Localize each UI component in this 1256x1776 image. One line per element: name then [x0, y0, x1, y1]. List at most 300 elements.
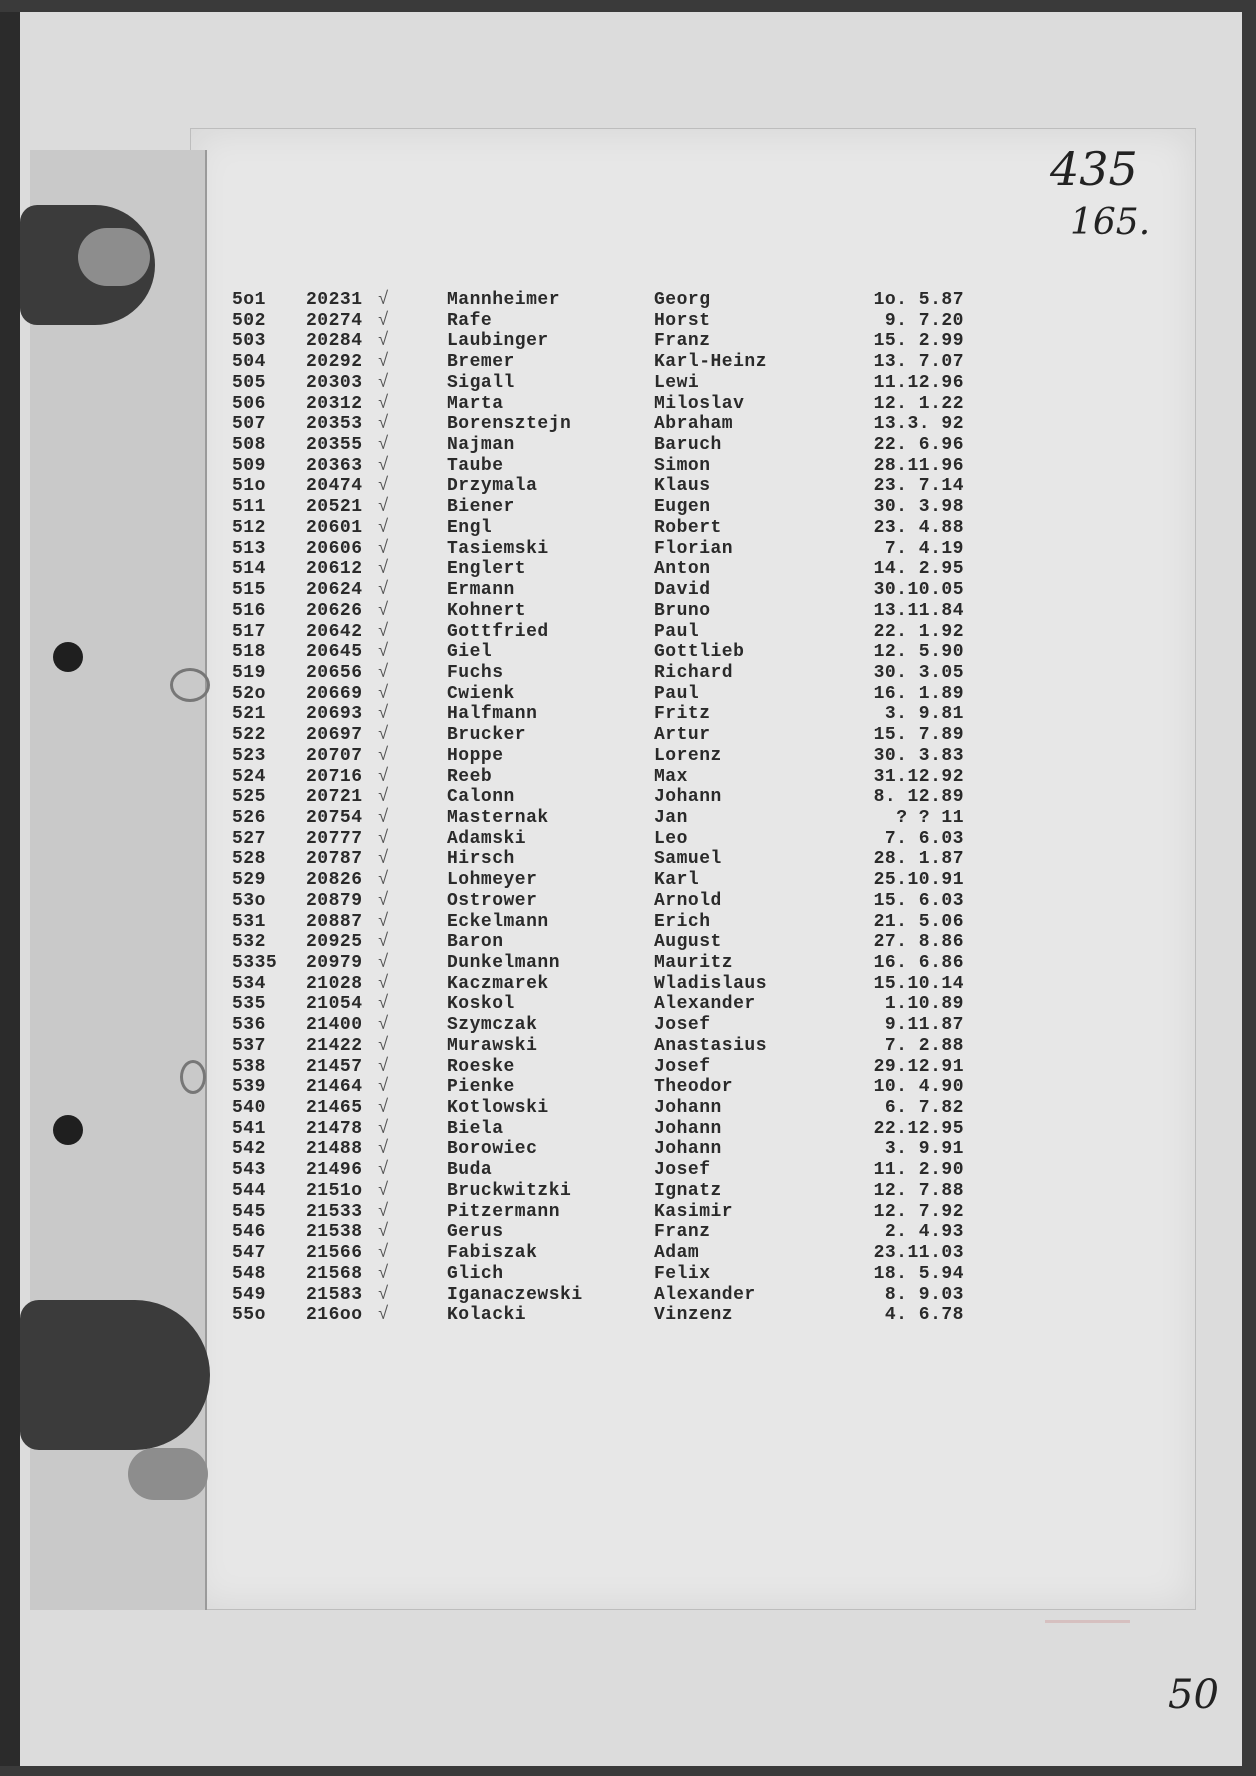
- row-number: 516: [232, 600, 266, 621]
- check-mark: √: [378, 372, 390, 393]
- first-name: Miloslav: [654, 393, 745, 414]
- check-mark: √: [378, 1035, 390, 1056]
- first-name: Horst: [654, 310, 711, 331]
- first-name: Paul: [654, 683, 700, 704]
- row-number: 51o: [232, 476, 266, 497]
- scan-border-bottom: [0, 1766, 1256, 1776]
- check-mark: √: [378, 1160, 390, 1181]
- surname: Hoppe: [447, 745, 504, 766]
- prisoner-number: 21400: [306, 1015, 363, 1036]
- first-name: Alexander: [654, 994, 756, 1015]
- check-mark: √: [378, 870, 390, 891]
- prisoner-number: 20474: [306, 476, 363, 497]
- surname: Dunkelmann: [447, 953, 561, 973]
- prisoner-number: 20787: [306, 849, 363, 870]
- binder-ring: [170, 668, 210, 702]
- prisoner-number: 21464: [306, 1077, 363, 1098]
- surname: Brucker: [447, 725, 527, 746]
- row-number: 528: [232, 849, 266, 870]
- first-name: Abraham: [654, 414, 734, 435]
- birth-date: 21. 5.06: [873, 911, 964, 932]
- prisoner-number: 20826: [306, 870, 363, 891]
- first-name: Alexander: [654, 1284, 756, 1305]
- first-name: Ignatz: [654, 1180, 722, 1201]
- surname: Masternak: [447, 807, 549, 828]
- row-number: 507: [232, 414, 266, 435]
- birth-date: 1.10.89: [884, 994, 964, 1015]
- check-mark: √: [378, 435, 390, 456]
- first-name: Robert: [654, 517, 722, 538]
- check-mark: √: [378, 1180, 390, 1201]
- first-name: Franz: [654, 331, 711, 352]
- check-mark: √: [378, 807, 390, 828]
- first-name: Bruno: [654, 600, 711, 621]
- check-mark: √: [378, 1015, 390, 1036]
- birth-date: 3. 9.91: [884, 1139, 964, 1160]
- surname: Biener: [447, 497, 515, 518]
- surname: Taube: [447, 455, 504, 476]
- surname: Hirsch: [447, 849, 515, 870]
- row-number: 506: [232, 393, 266, 414]
- birth-date: 7. 4.19: [884, 538, 964, 559]
- birth-date: 6. 7.82: [884, 1098, 964, 1119]
- prisoner-number: 20274: [306, 310, 363, 331]
- first-name: Lewi: [654, 372, 700, 393]
- check-mark: √: [378, 621, 390, 642]
- check-mark: √: [378, 1139, 390, 1160]
- birth-date: 12. 7.88: [873, 1180, 964, 1201]
- birth-date: 30. 3.98: [873, 497, 964, 518]
- check-mark: √: [378, 290, 390, 310]
- first-name: Baruch: [654, 435, 722, 456]
- first-name: Florian: [654, 538, 734, 559]
- row-number: 513: [232, 538, 266, 559]
- thumbnail-bottom: [128, 1448, 208, 1500]
- row-number: 514: [232, 559, 266, 580]
- prisoner-number: 20231: [306, 290, 363, 310]
- surname: Englert: [447, 559, 527, 580]
- row-number: 523: [232, 745, 266, 766]
- surname: Bremer: [447, 352, 515, 373]
- surname: Marta: [447, 393, 504, 414]
- check-mark: √: [378, 476, 390, 497]
- prisoner-number: 20656: [306, 662, 363, 683]
- birth-date: 9.11.87: [884, 1015, 964, 1036]
- row-number: 5o1: [232, 290, 266, 310]
- check-mark: √: [378, 662, 390, 683]
- check-mark: √: [378, 455, 390, 476]
- row-number: 512: [232, 517, 266, 538]
- prisoner-number: 21538: [306, 1222, 363, 1243]
- birth-date: 22. 1.92: [873, 621, 964, 642]
- first-name: Franz: [654, 1222, 711, 1243]
- check-mark: √: [378, 600, 390, 621]
- row-number: 525: [232, 787, 266, 808]
- birth-date: 11.12.96: [873, 372, 964, 393]
- check-mark: √: [378, 828, 390, 849]
- first-name: Samuel: [654, 849, 722, 870]
- prisoner-number: 2151o: [306, 1180, 363, 1201]
- birth-date: 8. 12.89: [873, 787, 964, 808]
- check-mark: √: [378, 497, 390, 518]
- row-number: 5335: [232, 953, 278, 973]
- check-mark: √: [378, 890, 390, 911]
- prisoner-number: 21496: [306, 1160, 363, 1181]
- check-mark: √: [378, 787, 390, 808]
- birth-date: ? ? 11: [896, 807, 964, 828]
- birth-date: 3. 9.81: [884, 704, 964, 725]
- row-number: 502: [232, 310, 266, 331]
- prisoner-number: 20754: [306, 807, 363, 828]
- surname: Pitzermann: [447, 1201, 561, 1222]
- row-number: 517: [232, 621, 266, 642]
- first-name: Artur: [654, 725, 711, 746]
- prisoner-number: 20642: [306, 621, 363, 642]
- birth-date: 7. 6.03: [884, 828, 964, 849]
- surname: Halfmann: [447, 704, 538, 725]
- row-number: 545: [232, 1201, 266, 1222]
- prisoner-number: 20879: [306, 890, 363, 911]
- check-mark: √: [378, 310, 390, 331]
- scan-border-right: [1242, 0, 1256, 1776]
- surname: Iganaczewski: [447, 1284, 583, 1305]
- surname: Murawski: [447, 1035, 538, 1056]
- prisoner-number: 21566: [306, 1243, 363, 1264]
- check-mark: √: [378, 1056, 390, 1077]
- surname: Najman: [447, 435, 515, 456]
- check-mark: √: [378, 1077, 390, 1098]
- surname: Roeske: [447, 1056, 515, 1077]
- surname: Calonn: [447, 787, 515, 808]
- first-name: Lorenz: [654, 745, 722, 766]
- birth-date: 23. 4.88: [873, 517, 964, 538]
- surname: Pienke: [447, 1077, 515, 1098]
- row-number: 508: [232, 435, 266, 456]
- surname: Koskol: [447, 994, 515, 1015]
- birth-date: 29.12.91: [873, 1056, 964, 1077]
- row-number: 529: [232, 870, 266, 891]
- first-name: Karl-Heinz: [654, 352, 768, 373]
- birth-date: 16. 1.89: [873, 683, 964, 704]
- birth-date: 18. 5.94: [873, 1263, 964, 1284]
- surname: Rafe: [447, 310, 493, 331]
- prisoner-number: 20697: [306, 725, 363, 746]
- check-mark: √: [378, 393, 390, 414]
- row-number: 515: [232, 580, 266, 601]
- birth-date: 2. 4.93: [884, 1222, 964, 1243]
- check-mark: √: [378, 580, 390, 601]
- birth-date: 28. 1.87: [873, 849, 964, 870]
- surname: Kotlowski: [447, 1098, 549, 1119]
- surname: Ermann: [447, 580, 515, 601]
- prisoner-number: 21478: [306, 1118, 363, 1139]
- check-mark: √: [378, 1284, 390, 1305]
- first-name: Johann: [654, 1118, 722, 1139]
- check-mark: √: [378, 1243, 390, 1264]
- check-mark: √: [378, 953, 390, 973]
- first-name: Georg: [654, 290, 711, 310]
- handwritten-second-number: 165.: [1070, 202, 1151, 243]
- binder-ring: [180, 1060, 206, 1094]
- birth-date: 13.3. 92: [873, 414, 964, 435]
- surname: Laubinger: [447, 331, 549, 352]
- birth-date: 28.11.96: [873, 455, 964, 476]
- check-mark: √: [378, 1201, 390, 1222]
- birth-date: 15. 2.99: [873, 331, 964, 352]
- prisoner-number: 20303: [306, 372, 363, 393]
- check-mark: √: [378, 766, 390, 787]
- surname: Szymczak: [447, 1015, 538, 1036]
- first-name: Theodor: [654, 1077, 734, 1098]
- prisoner-number: 216oo: [306, 1305, 363, 1326]
- row-number: 518: [232, 642, 266, 663]
- prisoner-number: 21028: [306, 973, 363, 994]
- surname: Giel: [447, 642, 493, 663]
- surname: Eckelmann: [447, 911, 549, 932]
- first-name: Leo: [654, 828, 688, 849]
- first-name: Josef: [654, 1160, 711, 1181]
- prisoner-number: 20887: [306, 911, 363, 932]
- surname: Glich: [447, 1263, 504, 1284]
- prisoner-number: 20979: [306, 953, 363, 973]
- birth-date: 30. 3.05: [873, 662, 964, 683]
- surname: Kohnert: [447, 600, 527, 621]
- first-name: Richard: [654, 662, 734, 683]
- birth-date: 9. 7.20: [884, 310, 964, 331]
- prisoner-number: 21533: [306, 1201, 363, 1222]
- surname: Fabiszak: [447, 1243, 538, 1264]
- row-number: 55o: [232, 1305, 266, 1326]
- row-number: 505: [232, 372, 266, 393]
- prisoner-number: 20669: [306, 683, 363, 704]
- birth-date: 7. 2.88: [884, 1035, 964, 1056]
- surname: Tasiemski: [447, 538, 549, 559]
- row-number: 542: [232, 1139, 266, 1160]
- check-mark: √: [378, 1098, 390, 1119]
- row-number: 527: [232, 828, 266, 849]
- check-mark: √: [378, 1222, 390, 1243]
- prisoner-number: 20925: [306, 932, 363, 953]
- row-number: 503: [232, 331, 266, 352]
- row-number: 524: [232, 766, 266, 787]
- row-number: 544: [232, 1180, 266, 1201]
- check-mark: √: [378, 517, 390, 538]
- prisoner-number: 20645: [306, 642, 363, 663]
- surname: Buda: [447, 1160, 493, 1181]
- prisoner-number: 20521: [306, 497, 363, 518]
- row-number: 519: [232, 662, 266, 683]
- first-name: Erich: [654, 911, 711, 932]
- prisoner-number: 20606: [306, 538, 363, 559]
- row-number: 543: [232, 1160, 266, 1181]
- check-mark: √: [378, 849, 390, 870]
- birth-date: 11. 2.90: [873, 1160, 964, 1181]
- prisoner-number: 20626: [306, 600, 363, 621]
- row-number: 549: [232, 1284, 266, 1305]
- check-mark: √: [378, 704, 390, 725]
- birth-date: 8. 9.03: [884, 1284, 964, 1305]
- first-name: Paul: [654, 621, 700, 642]
- thumb-bottom: [20, 1300, 210, 1450]
- prisoner-number: 20363: [306, 455, 363, 476]
- row-number: 537: [232, 1035, 266, 1056]
- check-mark: √: [378, 331, 390, 352]
- birth-date: 31.12.92: [873, 766, 964, 787]
- surname: Ostrower: [447, 890, 538, 911]
- prisoner-number: 20612: [306, 559, 363, 580]
- prisoner-number: 20707: [306, 745, 363, 766]
- scan-border-top: [0, 0, 1256, 12]
- surname: Kolacki: [447, 1305, 527, 1326]
- check-mark: √: [378, 932, 390, 953]
- first-name: Karl: [654, 870, 700, 891]
- surname: Drzymala: [447, 476, 538, 497]
- birth-date: 30. 3.83: [873, 745, 964, 766]
- first-name: Fritz: [654, 704, 711, 725]
- first-name: Arnold: [654, 890, 722, 911]
- prisoner-number: 21422: [306, 1035, 363, 1056]
- prisoner-number: 20312: [306, 393, 363, 414]
- surname: Bruckwitzki: [447, 1180, 572, 1201]
- row-number: 546: [232, 1222, 266, 1243]
- check-mark: √: [378, 725, 390, 746]
- surname: Gerus: [447, 1222, 504, 1243]
- punch-hole: [53, 642, 83, 672]
- row-number: 538: [232, 1056, 266, 1077]
- row-number: 521: [232, 704, 266, 725]
- birth-date: 10. 4.90: [873, 1077, 964, 1098]
- first-name: Kasimir: [654, 1201, 734, 1222]
- row-number: 534: [232, 973, 266, 994]
- first-name: David: [654, 580, 711, 601]
- punch-hole: [53, 1115, 83, 1145]
- surname: Adamski: [447, 828, 527, 849]
- birth-date: 4. 6.78: [884, 1305, 964, 1326]
- row-number: 532: [232, 932, 266, 953]
- row-number: 509: [232, 455, 266, 476]
- birth-date: 14. 2.95: [873, 559, 964, 580]
- birth-date: 12. 5.90: [873, 642, 964, 663]
- surname: Borowiec: [447, 1139, 538, 1160]
- row-number: 548: [232, 1263, 266, 1284]
- first-name: Johann: [654, 1139, 722, 1160]
- birth-date: 22. 6.96: [873, 435, 964, 456]
- first-name: Wladislaus: [654, 973, 768, 994]
- surname: Cwienk: [447, 683, 515, 704]
- first-name: Eugen: [654, 497, 711, 518]
- prisoner-number: 20777: [306, 828, 363, 849]
- birth-date: 30.10.05: [873, 580, 964, 601]
- check-mark: √: [378, 994, 390, 1015]
- surname: Mannheimer: [447, 290, 561, 310]
- birth-date: 23. 7.14: [873, 476, 964, 497]
- prisoner-number: 20716: [306, 766, 363, 787]
- prisoner-number: 21457: [306, 1056, 363, 1077]
- first-name: Josef: [654, 1056, 711, 1077]
- prisoner-number: 21583: [306, 1284, 363, 1305]
- row-number: 511: [232, 497, 266, 518]
- surname: Borensztejn: [447, 414, 572, 435]
- prisoner-number: 21054: [306, 994, 363, 1015]
- row-number: 504: [232, 352, 266, 373]
- row-number: 526: [232, 807, 266, 828]
- check-mark: √: [378, 538, 390, 559]
- prisoner-number: 20601: [306, 517, 363, 538]
- first-name: Jan: [654, 807, 688, 828]
- prisoner-number: 21465: [306, 1098, 363, 1119]
- first-name: Felix: [654, 1263, 711, 1284]
- surname: Reeb: [447, 766, 493, 787]
- birth-date: 13. 7.07: [873, 352, 964, 373]
- check-mark: √: [378, 642, 390, 663]
- first-name: August: [654, 932, 722, 953]
- handwritten-page-number: 50: [1168, 1672, 1219, 1718]
- prisoner-number: 20353: [306, 414, 363, 435]
- birth-date: 25.10.91: [873, 870, 964, 891]
- surname: Engl: [447, 517, 493, 538]
- row-number: 52o: [232, 683, 266, 704]
- row-number: 53o: [232, 890, 266, 911]
- prisoner-number: 20292: [306, 352, 363, 373]
- row-number: 531: [232, 911, 266, 932]
- surname: Sigall: [447, 372, 515, 393]
- first-name: Johann: [654, 787, 722, 808]
- first-name: Simon: [654, 455, 711, 476]
- faint-stamp: [1045, 1620, 1130, 1663]
- check-mark: √: [378, 352, 390, 373]
- surname: Biela: [447, 1118, 504, 1139]
- birth-date: 15. 7.89: [873, 725, 964, 746]
- surname: Kaczmarek: [447, 973, 549, 994]
- check-mark: √: [378, 973, 390, 994]
- check-mark: √: [378, 1118, 390, 1139]
- first-name: Johann: [654, 1098, 722, 1119]
- birth-date: 27. 8.86: [873, 932, 964, 953]
- birth-date: 12. 1.22: [873, 393, 964, 414]
- birth-date: 1o. 5.87: [873, 290, 964, 310]
- row-number: 540: [232, 1098, 266, 1119]
- surname: Gottfried: [447, 621, 549, 642]
- check-mark: √: [378, 1305, 390, 1326]
- first-name: Max: [654, 766, 688, 787]
- first-name: Anastasius: [654, 1035, 768, 1056]
- handwritten-top-number: 435: [1050, 142, 1138, 196]
- first-name: Anton: [654, 559, 711, 580]
- first-name: Vinzenz: [654, 1305, 734, 1326]
- first-name: Gottlieb: [654, 642, 745, 663]
- check-mark: √: [378, 911, 390, 932]
- check-mark: √: [378, 414, 390, 435]
- thumbnail-top: [78, 228, 150, 286]
- first-name: Josef: [654, 1015, 711, 1036]
- birth-date: 15.10.14: [873, 973, 964, 994]
- birth-date: 23.11.03: [873, 1243, 964, 1264]
- row-number: 535: [232, 994, 266, 1015]
- check-mark: √: [378, 1263, 390, 1284]
- prisoner-number: 21488: [306, 1139, 363, 1160]
- prisoner-number: 20355: [306, 435, 363, 456]
- surname: Fuchs: [447, 662, 504, 683]
- row-number: 539: [232, 1077, 266, 1098]
- birth-date: 13.11.84: [873, 600, 964, 621]
- row-number: 522: [232, 725, 266, 746]
- first-name: Mauritz: [654, 953, 734, 973]
- prisoner-number: 20284: [306, 331, 363, 352]
- row-number: 547: [232, 1243, 266, 1264]
- scan-border-left: [0, 0, 20, 1776]
- check-mark: √: [378, 683, 390, 704]
- birth-date: 15. 6.03: [873, 890, 964, 911]
